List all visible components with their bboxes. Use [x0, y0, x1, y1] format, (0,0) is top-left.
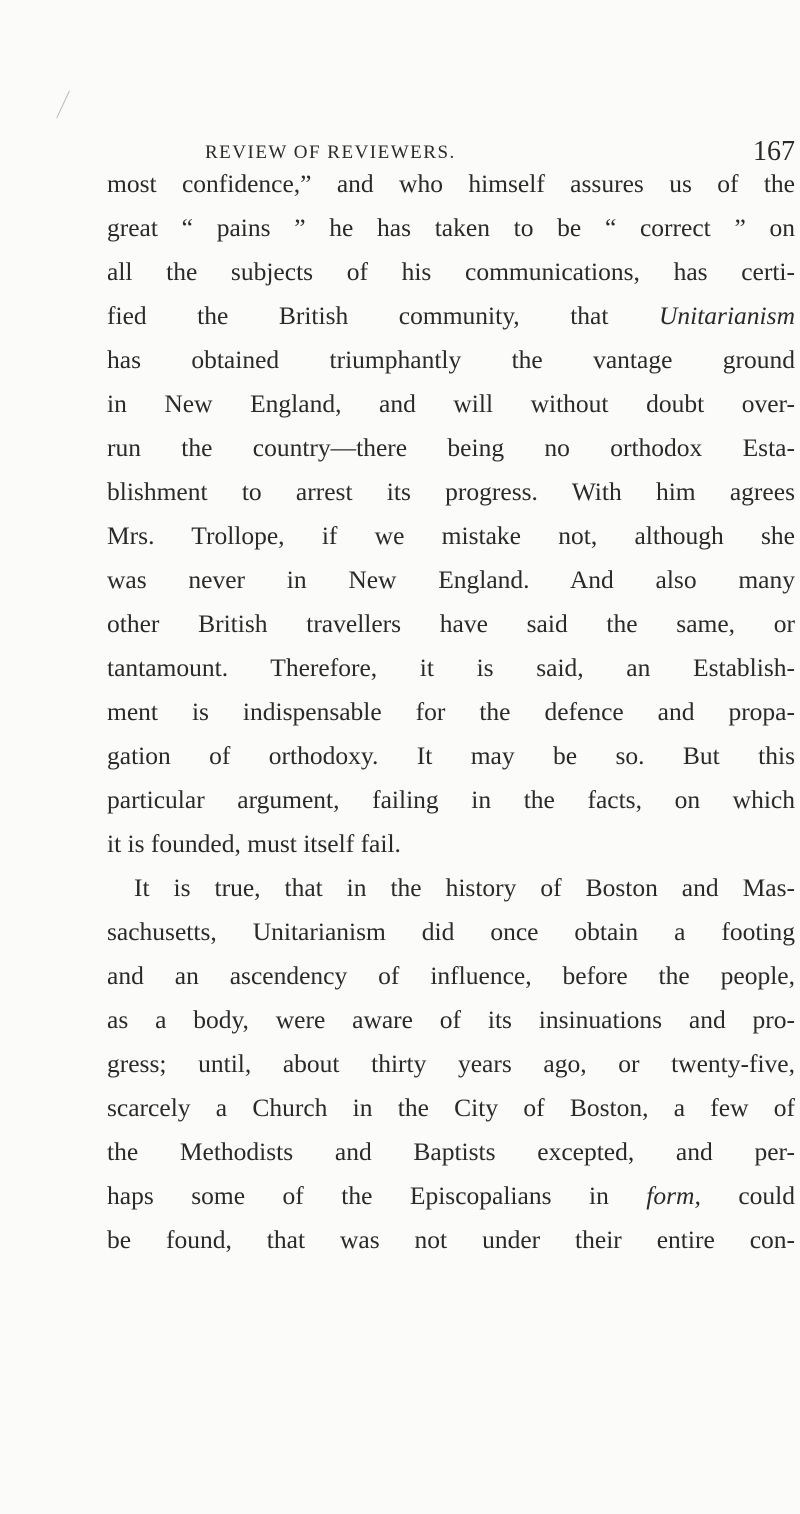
text-segment: tantamount. Therefore, it is said, an Establish-	[107, 653, 795, 682]
text-segment: as a body, were aware of its insinuations and pro-	[107, 1005, 795, 1034]
page-body-text	[107, 162, 795, 1262]
text-segment: sachusetts, Unitarianism did once obtain a footing	[107, 917, 795, 946]
text-line	[107, 778, 795, 822]
text-segment: and an ascendency of influence, before the people,	[107, 961, 795, 990]
text-segment: has obtained triumphantly the vantage ground	[107, 345, 795, 374]
text-segment: particular argument, failing in the facts, on which	[107, 785, 795, 814]
text-line	[107, 1130, 795, 1174]
text-segment: ment is indispensable for the defence and propa-	[107, 697, 795, 726]
running-title: REVIEW OF REVIEWERS.	[205, 142, 456, 163]
page-number: 167	[753, 136, 795, 167]
text-segment: blishment to arrest its progress. With him agrees	[107, 477, 795, 506]
text-segment: It is true, that in the history of Boston and Mas-	[134, 873, 795, 902]
text-segment: haps some of the Episcopalians in	[107, 1181, 647, 1210]
text-line	[107, 426, 795, 470]
text-line	[107, 1174, 795, 1218]
text-line	[107, 470, 795, 514]
text-segment: scarcely a Church in the City of Boston, a few of	[107, 1093, 795, 1122]
text-segment: gation of orthodoxy. It may be so. But this	[107, 741, 795, 770]
text-segment: most confidence,” and who himself assures us of the	[107, 169, 795, 198]
text-line	[107, 954, 795, 998]
text-line	[107, 1086, 795, 1130]
text-line	[107, 1042, 795, 1086]
text-segment: was never in New England. And also many	[107, 565, 795, 594]
text-line	[107, 250, 795, 294]
text-segment: gress; until, about thirty years ago, or twenty-five,	[107, 1049, 795, 1078]
text-line	[107, 646, 795, 690]
text-line	[107, 822, 795, 866]
text-segment: Mrs. Trollope, if we mistake not, although she	[107, 521, 795, 550]
text-segment: fied the British community, that	[107, 301, 659, 330]
italic-text: Unitarianism	[658, 301, 795, 330]
text-line	[107, 1218, 795, 1262]
text-segment: other British travellers have said the same, or	[107, 609, 795, 638]
text-line	[107, 558, 795, 602]
text-line	[107, 998, 795, 1042]
text-line	[107, 338, 795, 382]
text-line	[107, 382, 795, 426]
text-line	[107, 910, 795, 954]
text-line	[107, 690, 795, 734]
text-line	[107, 162, 795, 206]
text-line	[107, 294, 795, 338]
italic-text: form,	[646, 1181, 701, 1210]
text-line	[107, 866, 795, 910]
text-segment: all the subjects of his communications, has certi-	[107, 257, 795, 286]
text-segment: could	[700, 1181, 795, 1210]
text-segment: in New England, and will without doubt over-	[107, 389, 795, 418]
text-segment: the Methodists and Baptists excepted, and per-	[107, 1137, 795, 1166]
margin-pencil-mark	[56, 91, 80, 124]
text-segment: be found, that was not under their entire con-	[107, 1225, 795, 1254]
text-segment: it is founded, must itself fail.	[107, 829, 401, 858]
text-line	[107, 514, 795, 558]
text-line	[107, 734, 795, 778]
text-segment: run the country—there being no orthodox Esta-	[107, 433, 795, 462]
text-segment: great “ pains ” he has taken to be “ correct ” on	[107, 213, 795, 242]
text-line	[107, 206, 795, 250]
text-line	[107, 602, 795, 646]
